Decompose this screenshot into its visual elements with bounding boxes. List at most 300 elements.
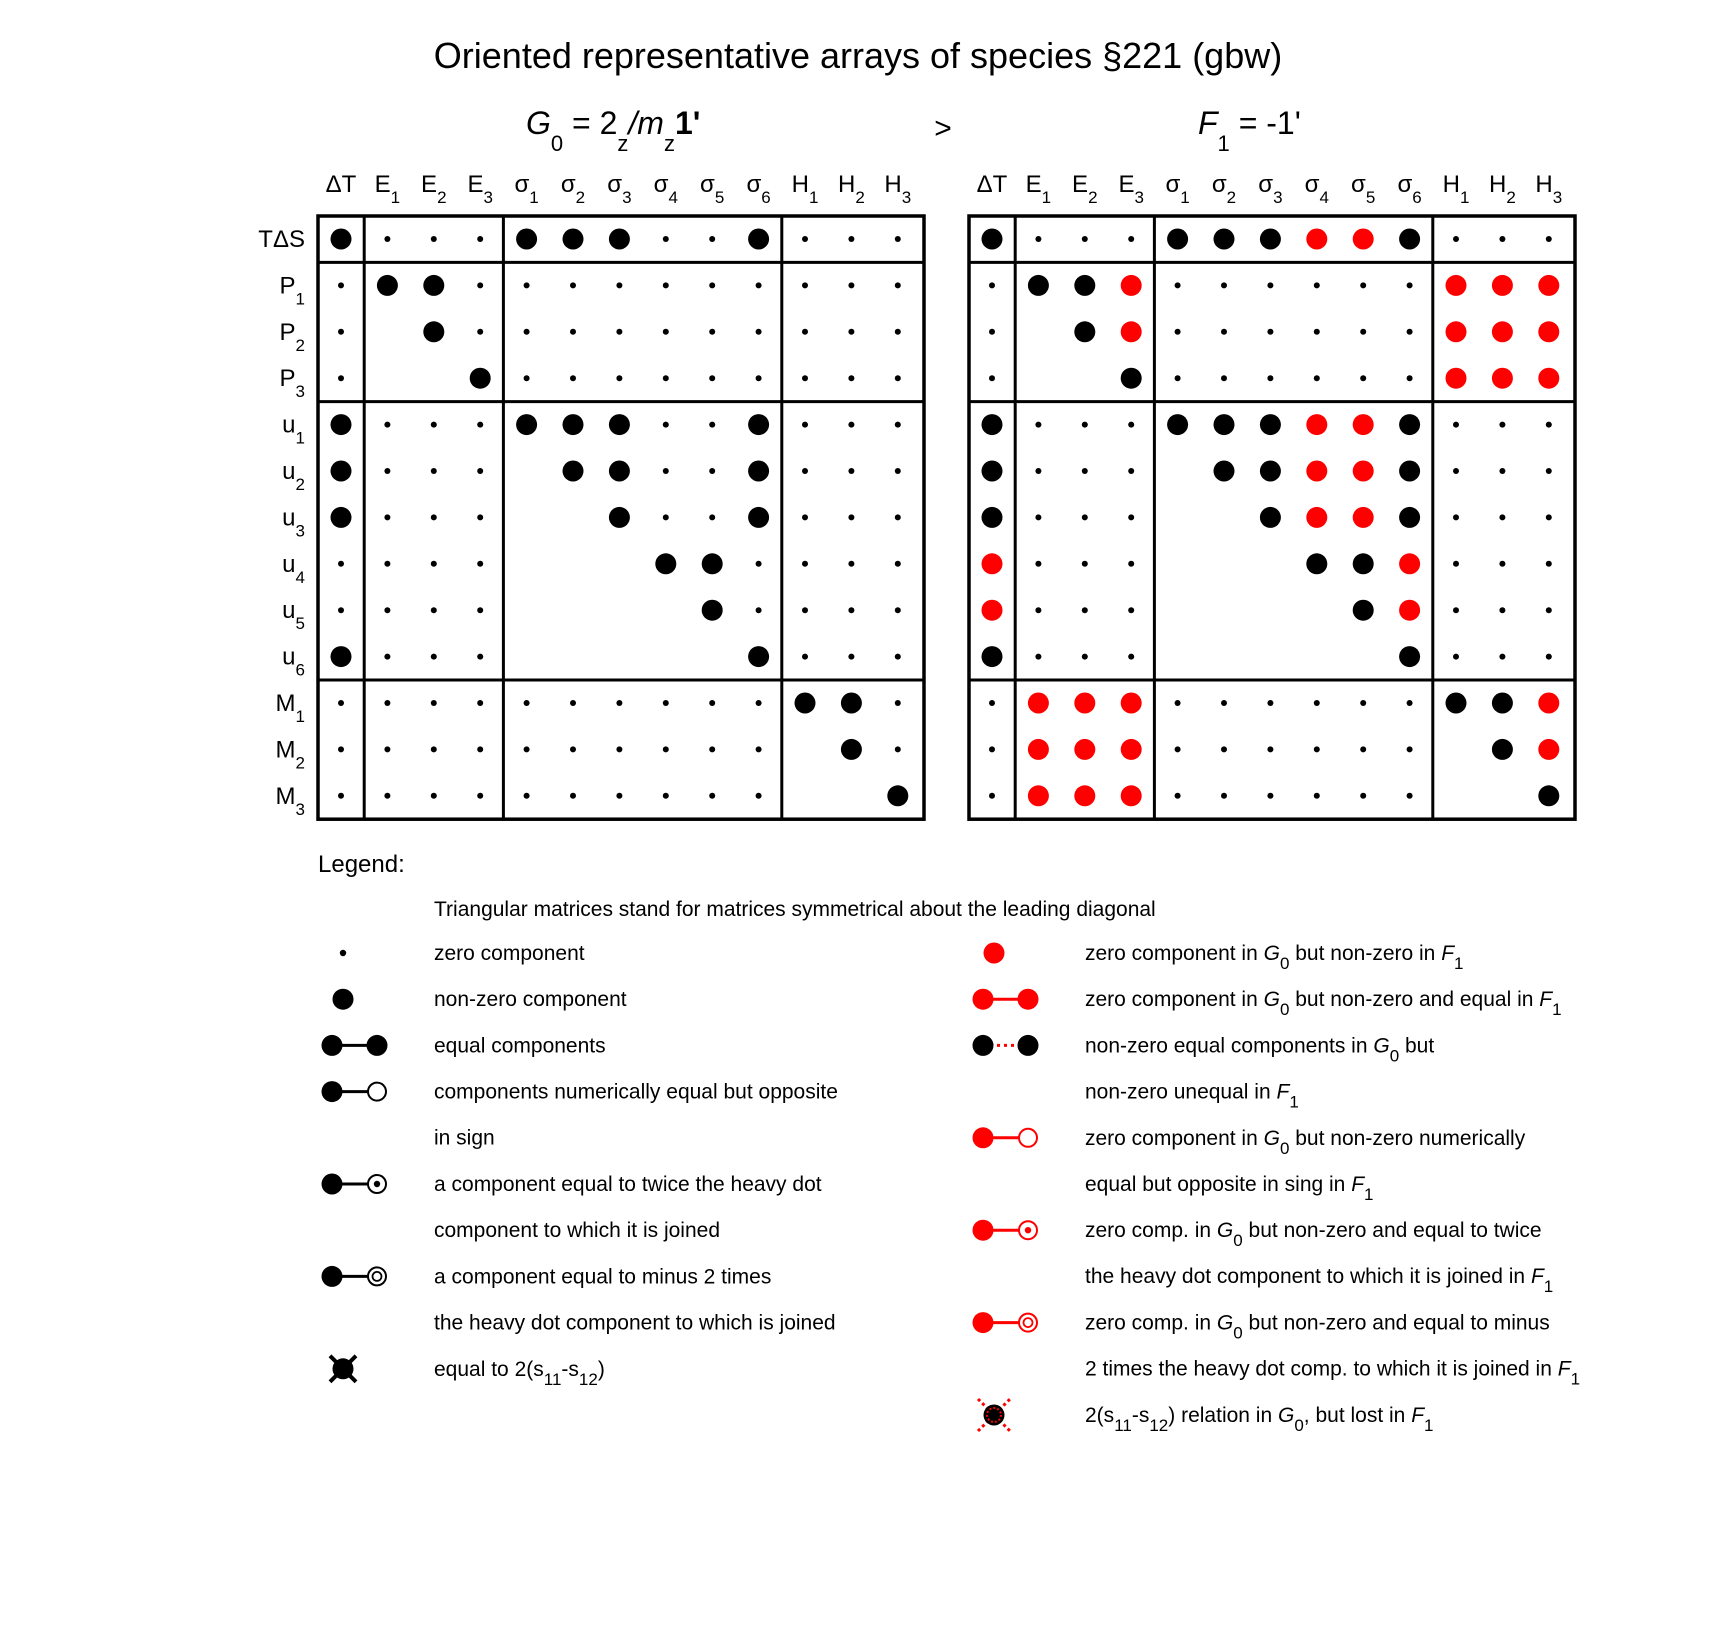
zero-component-dot bbox=[1546, 561, 1552, 567]
red-component-dot bbox=[1492, 321, 1513, 342]
non-zero-component-dot bbox=[1492, 739, 1513, 760]
legend-item-text: zero comp. in $G_0$ but non-zero and equal to minus bbox=[1085, 1311, 1550, 1343]
legend-item bbox=[984, 942, 1464, 973]
zero-component-dot bbox=[431, 468, 437, 474]
red-component-dot bbox=[1492, 275, 1513, 296]
row-label bbox=[280, 365, 305, 401]
column-header-left bbox=[326, 171, 357, 198]
non-zero-component-dot bbox=[1028, 275, 1049, 296]
row-label bbox=[276, 736, 305, 772]
column-header-left-subscript: 2 bbox=[855, 188, 865, 207]
row-label bbox=[258, 226, 305, 253]
non-zero-component-dot bbox=[655, 553, 676, 574]
legend-item-text: zero component bbox=[434, 942, 585, 965]
zero-component-dot bbox=[1453, 236, 1459, 242]
non-zero-component-dot bbox=[982, 646, 1003, 667]
zero-component-dot bbox=[1360, 746, 1366, 752]
zero-component-dot bbox=[524, 375, 530, 381]
column-header-right-subscript: 1 bbox=[1041, 188, 1052, 207]
red-component-dot bbox=[1074, 693, 1095, 714]
zero-component-dot bbox=[1453, 422, 1459, 428]
zero-component-dot bbox=[431, 236, 437, 242]
row-label bbox=[280, 319, 305, 355]
row-label-base: M bbox=[275, 782, 296, 810]
red-component-dot bbox=[1492, 368, 1513, 389]
legend-item-text: zero component in $G_0$ but non-zero and equal in $F_1$ bbox=[1085, 988, 1562, 1020]
column-header-right-base: H bbox=[1488, 171, 1507, 198]
zero-component-dot bbox=[384, 236, 390, 242]
red-component-dot bbox=[1446, 368, 1467, 389]
left-group-equals: = 2 bbox=[563, 105, 618, 141]
column-header-left bbox=[792, 171, 819, 207]
zero-component-dot bbox=[1314, 375, 1320, 381]
zero-component-dot bbox=[524, 282, 530, 288]
column-header-right bbox=[1443, 171, 1470, 207]
dot-line-double-circle-icon bbox=[322, 1266, 387, 1287]
zero-component-dot bbox=[1267, 746, 1273, 752]
zero-component-dot bbox=[663, 746, 669, 752]
dot-line-dotted-circle-icon bbox=[322, 1174, 387, 1195]
column-header-left-subscript: 6 bbox=[761, 188, 771, 207]
zero-component-dot bbox=[709, 282, 715, 288]
zero-component-dot bbox=[1453, 654, 1459, 660]
zero-component-dot bbox=[570, 375, 576, 381]
zero-component-dot bbox=[802, 468, 808, 474]
zero-component-dot bbox=[989, 700, 995, 706]
zero-component-dot bbox=[848, 654, 854, 660]
zero-component-dot bbox=[663, 422, 669, 428]
zero-component-dot bbox=[570, 746, 576, 752]
zero-component-dot bbox=[477, 514, 483, 520]
zero-component-dot bbox=[477, 607, 483, 613]
zero-component-dot bbox=[1221, 375, 1227, 381]
row-label-subscript: 3 bbox=[295, 799, 305, 819]
non-zero-component-dot bbox=[1399, 461, 1420, 482]
column-header-left-base: σ bbox=[514, 171, 530, 198]
column-header-right-subscript: 2 bbox=[1226, 188, 1237, 207]
column-header-left bbox=[746, 171, 770, 207]
zero-component-dot bbox=[477, 468, 483, 474]
zero-component-dot bbox=[802, 607, 808, 613]
legend-group bbox=[318, 851, 1580, 1435]
zero-component-dot bbox=[338, 282, 344, 288]
column-header-right bbox=[1165, 171, 1189, 207]
zero-component-dot bbox=[1035, 236, 1041, 242]
non-zero-component-dot bbox=[748, 507, 769, 528]
red-component-dot bbox=[1446, 275, 1467, 296]
zero-component-dot bbox=[1499, 654, 1505, 660]
zero-component-dot bbox=[1499, 607, 1505, 613]
column-header-left-base: H bbox=[884, 171, 902, 198]
zero-component-dot bbox=[1314, 700, 1320, 706]
row-label-subscript: 1 bbox=[295, 428, 305, 448]
zero-component-dot bbox=[895, 468, 901, 474]
column-header-left bbox=[467, 171, 492, 207]
zero-component-dot bbox=[570, 282, 576, 288]
zero-component-dot bbox=[663, 793, 669, 799]
legend-item bbox=[973, 1312, 1581, 1389]
zero-component-dot bbox=[802, 514, 808, 520]
column-header-left-subscript: 1 bbox=[529, 188, 539, 207]
zero-component-dot bbox=[895, 514, 901, 520]
column-header-right-base: H bbox=[1442, 171, 1460, 198]
red-x-dot-icon bbox=[978, 1399, 1010, 1431]
row-label bbox=[276, 690, 305, 726]
left-group-sub-z1: z bbox=[617, 131, 629, 156]
column-header-left-base: σ bbox=[746, 171, 762, 198]
red-component-dot bbox=[1074, 785, 1095, 806]
red-component-dot bbox=[1538, 321, 1559, 342]
row-label-subscript: 5 bbox=[295, 614, 305, 634]
zero-component-dot bbox=[431, 700, 437, 706]
zero-component-dot bbox=[1082, 561, 1088, 567]
non-zero-component-dot bbox=[1214, 414, 1235, 435]
column-header-left-base: E bbox=[421, 171, 438, 198]
non-zero-component-dot bbox=[1260, 461, 1281, 482]
left-group-slash: /m bbox=[628, 105, 664, 141]
zero-component-dot bbox=[384, 468, 390, 474]
red-component-dot bbox=[1121, 739, 1142, 760]
zero-component-dot bbox=[802, 561, 808, 567]
zero-component-dot bbox=[895, 375, 901, 381]
zero-component-dot bbox=[895, 746, 901, 752]
column-header-right-subscript: 2 bbox=[1088, 188, 1098, 207]
zero-component-dot bbox=[1267, 282, 1273, 288]
zero-component-dot bbox=[663, 329, 669, 335]
column-header-left bbox=[375, 171, 400, 207]
legend-item-text: equal but opposite in sing in $F_1$ bbox=[1085, 1172, 1374, 1204]
non-zero-component-dot bbox=[1260, 507, 1281, 528]
legend-item bbox=[973, 1034, 1435, 1111]
red-component-dot bbox=[1074, 739, 1095, 760]
zero-component-dot bbox=[756, 793, 762, 799]
zero-component-dot bbox=[663, 468, 669, 474]
column-header-right bbox=[977, 171, 1008, 198]
non-zero-component-dot bbox=[1167, 414, 1188, 435]
zero-component-dot bbox=[848, 607, 854, 613]
zero-component-dot bbox=[524, 329, 530, 335]
non-zero-component-dot bbox=[1399, 229, 1420, 250]
non-zero-component-dot bbox=[748, 646, 769, 667]
column-header-right-base: σ bbox=[1304, 171, 1320, 198]
zero-component-dot bbox=[1035, 607, 1041, 613]
zero-component-dot bbox=[1082, 422, 1088, 428]
legend-item-text: the heavy dot component to which it is joined in $F_1$ bbox=[1085, 1265, 1554, 1297]
zero-component-dot bbox=[1546, 236, 1552, 242]
zero-component-dot bbox=[524, 793, 530, 799]
zero-component-dot bbox=[848, 375, 854, 381]
row-label bbox=[276, 783, 305, 819]
non-zero-component-dot bbox=[1353, 553, 1374, 574]
row-label-subscript: 1 bbox=[295, 289, 305, 309]
left-group-sub-z2: z bbox=[663, 131, 675, 156]
column-header-left bbox=[421, 171, 446, 207]
zero-component-dot bbox=[431, 422, 437, 428]
red-component-dot bbox=[1399, 553, 1420, 574]
zero-component-dot bbox=[1082, 236, 1088, 242]
zero-component-dot bbox=[709, 236, 715, 242]
zero-component-dot bbox=[709, 746, 715, 752]
row-label bbox=[282, 504, 305, 540]
zero-component-dot bbox=[338, 793, 344, 799]
red-component-dot bbox=[1306, 461, 1327, 482]
zero-component-dot bbox=[1314, 746, 1320, 752]
zero-component-dot bbox=[1267, 700, 1273, 706]
red-component-dot bbox=[1028, 693, 1049, 714]
zero-component-dot bbox=[1360, 700, 1366, 706]
column-header-left bbox=[654, 171, 678, 207]
zero-component-dot bbox=[1035, 468, 1041, 474]
zero-component-dot bbox=[384, 422, 390, 428]
dot-line-dot-icon bbox=[322, 1035, 388, 1056]
zero-component-dot bbox=[338, 375, 344, 381]
zero-component-dot bbox=[477, 422, 483, 428]
zero-component-dot bbox=[1453, 468, 1459, 474]
zero-component-dot bbox=[570, 793, 576, 799]
non-zero-component-dot bbox=[563, 414, 584, 435]
zero-component-dot bbox=[709, 793, 715, 799]
legend-item-text: non-zero unequal in $F_1$ bbox=[1085, 1080, 1299, 1112]
non-zero-component-dot bbox=[377, 275, 398, 296]
column-header-right-base: E bbox=[1025, 171, 1042, 198]
page-title: Oriented representative arrays of species §221 (gbw) bbox=[433, 35, 1283, 76]
legend-item-text: 2 times the heavy dot comp. to which it is joined in $F_1$ bbox=[1085, 1357, 1581, 1389]
legend-item bbox=[340, 942, 585, 965]
zero-component-dot bbox=[1175, 375, 1181, 381]
zero-component-dot bbox=[1360, 329, 1366, 335]
zero-component-dot bbox=[477, 282, 483, 288]
non-zero-component-dot bbox=[887, 785, 908, 806]
non-zero-component-dot bbox=[609, 229, 630, 250]
column-header-right bbox=[1212, 171, 1236, 207]
column-header-right-subscript: 3 bbox=[1552, 188, 1563, 207]
zero-component-dot bbox=[1453, 607, 1459, 613]
column-header-right bbox=[1305, 171, 1329, 207]
red-component-dot bbox=[1446, 321, 1467, 342]
zero-component-dot bbox=[431, 607, 437, 613]
zero-component-dot bbox=[1499, 561, 1505, 567]
red-component-dot bbox=[1028, 739, 1049, 760]
column-header-right-subscript: 1 bbox=[1180, 188, 1190, 207]
column-header-left bbox=[607, 171, 631, 207]
column-header-right-base: σ bbox=[1351, 171, 1366, 198]
row-label bbox=[282, 551, 305, 587]
column-header-left-base: σ bbox=[653, 171, 669, 198]
zero-component-dot bbox=[1128, 607, 1134, 613]
zero-component-dot bbox=[338, 607, 344, 613]
zero-component-dot bbox=[1128, 654, 1134, 660]
red-line-dotted-circle-icon bbox=[973, 1220, 1038, 1241]
zero-component-dot bbox=[1221, 700, 1227, 706]
zero-component-dot bbox=[756, 329, 762, 335]
legend-item-text: component to which it is joined bbox=[434, 1219, 720, 1242]
non-zero-component-dot bbox=[1353, 600, 1374, 621]
zero-component-dot bbox=[895, 561, 901, 567]
zero-component-dot bbox=[570, 329, 576, 335]
zero-component-dot bbox=[338, 746, 344, 752]
zero-component-dot bbox=[477, 236, 483, 242]
non-zero-component-dot bbox=[331, 507, 352, 528]
row-label-base: TΔS bbox=[258, 226, 305, 253]
zero-component-dot bbox=[802, 422, 808, 428]
zero-component-dot bbox=[1314, 282, 1320, 288]
zero-component-dot bbox=[338, 700, 344, 706]
non-zero-component-dot bbox=[609, 507, 630, 528]
row-label-base: P bbox=[279, 272, 296, 300]
column-header-right-subscript: 4 bbox=[1319, 188, 1329, 207]
zero-component-dot bbox=[384, 561, 390, 567]
zero-component-dot bbox=[663, 700, 669, 706]
zero-component-dot bbox=[1407, 282, 1413, 288]
matrix-left bbox=[318, 171, 924, 819]
zero-component-dot bbox=[1175, 700, 1181, 706]
row-label-base: M bbox=[275, 690, 296, 717]
zero-component-dot bbox=[709, 422, 715, 428]
legend-item-text: the heavy dot component to which is joined bbox=[434, 1311, 836, 1335]
red-component-dot bbox=[1399, 600, 1420, 621]
zero-component-dot bbox=[802, 329, 808, 335]
legend-item bbox=[333, 988, 627, 1011]
zero-component-dot bbox=[848, 236, 854, 242]
non-zero-component-dot bbox=[609, 461, 630, 482]
zero-component-dot bbox=[431, 654, 437, 660]
zero-component-dot bbox=[1407, 700, 1413, 706]
red-component-dot bbox=[1538, 739, 1559, 760]
left-group-suffix: 1' bbox=[674, 105, 701, 141]
zero-component-dot bbox=[1499, 236, 1505, 242]
zero-component-dot bbox=[524, 700, 530, 706]
zero-component-dot bbox=[1128, 514, 1134, 520]
column-header-left bbox=[561, 171, 585, 207]
non-zero-component-dot bbox=[563, 229, 584, 250]
zero-component-dot bbox=[1082, 514, 1088, 520]
column-header-left-base: σ bbox=[700, 171, 715, 198]
zero-component-dot bbox=[1082, 607, 1088, 613]
row-label-base: P bbox=[279, 318, 296, 346]
zero-component-dot bbox=[895, 236, 901, 242]
legend-item bbox=[973, 988, 1562, 1019]
legend-item bbox=[322, 1034, 606, 1057]
non-zero-component-dot bbox=[1260, 229, 1281, 250]
column-header-right-base: σ bbox=[1165, 171, 1181, 198]
zero-component-dot bbox=[477, 746, 483, 752]
column-header-left-subscript: 2 bbox=[575, 188, 586, 207]
black-dotted-red-icon bbox=[973, 1035, 1039, 1056]
zero-component-dot bbox=[384, 654, 390, 660]
row-label-subscript: 3 bbox=[295, 382, 305, 402]
legend-note: Triangular matrices stand for matrices symmetrical about the leading diagonal bbox=[434, 898, 1156, 921]
zero-component-dot bbox=[895, 329, 901, 335]
row-label-base: u bbox=[282, 458, 296, 485]
zero-component-dot bbox=[756, 607, 762, 613]
column-header-right bbox=[1118, 171, 1143, 207]
zero-component-dot bbox=[431, 793, 437, 799]
row-label bbox=[282, 412, 305, 448]
column-header-right bbox=[1258, 171, 1282, 207]
x-dot-icon bbox=[330, 1356, 356, 1382]
column-header-right-subscript: 5 bbox=[1365, 188, 1376, 207]
zero-component-dot bbox=[756, 375, 762, 381]
non-zero-component-dot bbox=[609, 414, 630, 435]
column-header-right-base: σ bbox=[1397, 171, 1413, 198]
small-dot-icon bbox=[340, 950, 346, 956]
zero-component-dot bbox=[1082, 654, 1088, 660]
column-header-left-subscript: 5 bbox=[714, 188, 725, 207]
zero-component-dot bbox=[1407, 375, 1413, 381]
zero-component-dot bbox=[1128, 236, 1134, 242]
legend-item-text: non-zero component bbox=[434, 988, 627, 1012]
non-zero-component-dot bbox=[1306, 553, 1327, 574]
column-header-left-base: σ bbox=[607, 171, 623, 198]
red-component-dot bbox=[1121, 693, 1142, 714]
column-header-right bbox=[1026, 171, 1051, 207]
row-label-subscript: 2 bbox=[295, 753, 305, 773]
column-header-left-subscript: 1 bbox=[390, 188, 401, 207]
legend-item-text: in sign bbox=[434, 1126, 495, 1150]
column-header-left-subscript: 2 bbox=[437, 188, 447, 207]
row-label-base: u bbox=[282, 597, 296, 625]
row-label-base: P bbox=[279, 365, 296, 393]
non-zero-component-dot bbox=[516, 229, 537, 250]
red-component-dot bbox=[1353, 507, 1374, 528]
zero-component-dot bbox=[616, 793, 622, 799]
column-header-right-base: σ bbox=[1211, 171, 1227, 198]
zero-component-dot bbox=[616, 282, 622, 288]
zero-component-dot bbox=[431, 561, 437, 567]
non-zero-component-dot bbox=[795, 693, 816, 714]
non-zero-component-dot bbox=[331, 229, 352, 250]
column-header-left-base: E bbox=[467, 171, 484, 198]
zero-component-dot bbox=[1267, 329, 1273, 335]
non-zero-component-dot bbox=[1074, 321, 1095, 342]
column-header-left-base: H bbox=[791, 171, 809, 198]
zero-component-dot bbox=[1546, 607, 1552, 613]
column-header-left bbox=[884, 171, 911, 207]
legend-item bbox=[322, 1081, 838, 1150]
zero-component-dot bbox=[477, 561, 483, 567]
matrices-group bbox=[258, 171, 1575, 819]
non-zero-component-dot bbox=[982, 507, 1003, 528]
zero-component-dot bbox=[524, 746, 530, 752]
zero-component-dot bbox=[384, 793, 390, 799]
relation-symbol: > bbox=[934, 112, 952, 145]
zero-component-dot bbox=[1221, 793, 1227, 799]
zero-component-dot bbox=[989, 329, 995, 335]
non-zero-component-dot bbox=[423, 321, 444, 342]
column-header-left bbox=[514, 171, 538, 207]
red-component-dot bbox=[1538, 693, 1559, 714]
zero-component-dot bbox=[989, 746, 995, 752]
right-group-subscript: 1 bbox=[1217, 131, 1230, 156]
left-group-label bbox=[526, 105, 700, 156]
zero-component-dot bbox=[616, 329, 622, 335]
non-zero-component-dot bbox=[748, 414, 769, 435]
zero-component-dot bbox=[802, 654, 808, 660]
column-header-right bbox=[1072, 171, 1097, 207]
column-header-right-subscript: 6 bbox=[1412, 188, 1422, 207]
zero-component-dot bbox=[1499, 514, 1505, 520]
red-component-dot bbox=[1538, 368, 1559, 389]
non-zero-component-dot bbox=[982, 414, 1003, 435]
non-zero-component-dot bbox=[1538, 785, 1559, 806]
row-label-base: u bbox=[282, 550, 296, 578]
zero-component-dot bbox=[1314, 329, 1320, 335]
red-component-dot bbox=[1306, 507, 1327, 528]
zero-component-dot bbox=[709, 700, 715, 706]
non-zero-component-dot bbox=[1214, 461, 1235, 482]
red-line-double-circle-icon bbox=[973, 1312, 1038, 1333]
row-label bbox=[280, 272, 305, 308]
